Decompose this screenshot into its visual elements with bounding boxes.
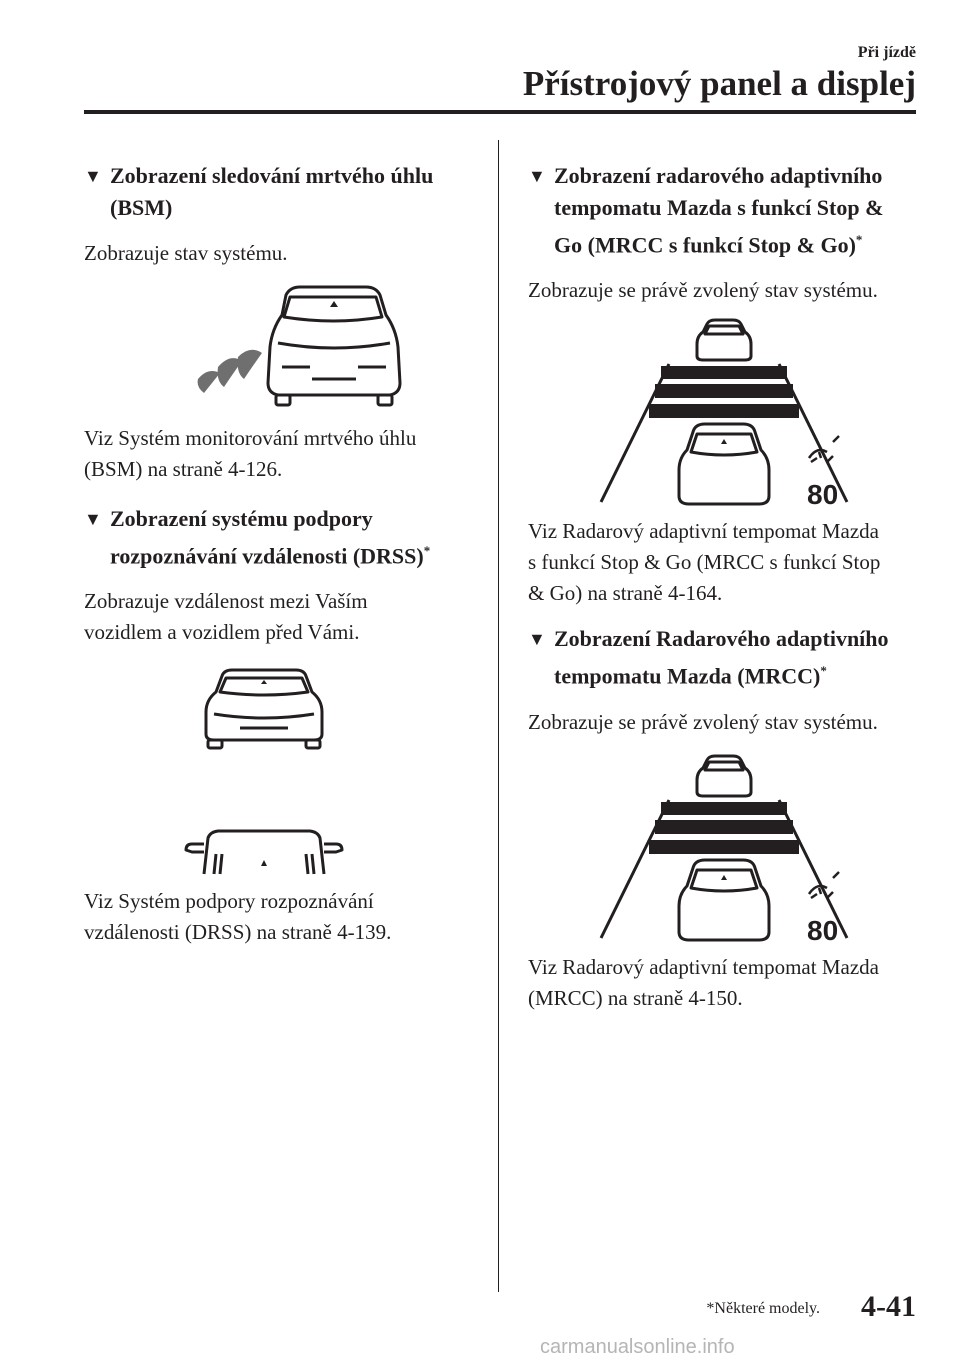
triangle-marker-icon: ▼ [528,166,546,186]
bsm-description: Zobrazuje stav systému. [84,241,288,265]
bsm-reference: Viz Systém monitorování mrtvého úhlu (BSM) na straně 4-126. [84,426,417,481]
column-divider [498,140,499,1292]
mrcc-heading: ▼ Zobrazení Radarového adaptivního tempomatu Mazda (MRCC)* [528,623,928,692]
drss-heading: ▼ Zobrazení systému podpory rozpoznávání vzdálenosti (DRSS)* [84,503,484,572]
lead-car-icon [697,320,751,360]
watermark: carmanualsonline.info [540,1336,735,1358]
distance-bars-icon [649,366,799,418]
set-speed-value: 80 [807,479,839,509]
mrcc-description: Zobrazuje se právě zvolený stav systému. [528,709,878,734]
drss-description: Zobrazuje vzdálenost mezi Vaším vozidlem a vozidlem před Vámi. [84,589,368,645]
set-speed-value: 80 [807,914,839,944]
bsm-illustration [134,283,434,411]
triangle-marker-icon: ▼ [84,166,102,186]
mrcc-illustration [593,754,863,944]
mrcc-stop-go-description: Zobrazuje se právě zvolený stav systému. [528,278,878,303]
mrcc-stop-go-heading: ▼ Zobrazení radarového adaptivního tempomatu Mazda s funkcí Stop & Go (MRCC s funkcí Stop & Go)* [528,160,928,261]
header-divider [84,110,916,114]
own-car-icon [679,424,769,504]
section-label: Při jízdě [857,44,916,61]
triangle-marker-icon: ▼ [528,629,546,650]
mrcc-stop-go-reference: Viz Radarový adaptivní tempomat Mazda s funkcí Stop & Go (MRCC s funkcí Stop & Go) na straně 4-164. [528,519,881,606]
triangle-marker-icon: ▼ [84,509,102,529]
warning-wave-icon [198,350,262,393]
car-rear-window [284,297,382,321]
mrcc-reference: Viz Radarový adaptivní tempomat Mazda (MRCC) na straně 4-150. [528,954,879,1010]
distance-bars-icon [649,802,799,854]
mrcc-stop-go-illustration [593,318,863,508]
lead-car-icon [697,756,751,796]
page-number: 4-41 [861,1290,916,1323]
drss-reference: Viz Systém podpory rozpoznávání vzdálenosti (DRSS) na straně 4-139. [84,889,392,945]
left-column [84,160,484,948]
drss-illustration [164,668,404,878]
right-column [528,160,928,1014]
footnote: *Některé modely. [706,1300,820,1317]
own-car-icon [679,860,769,940]
page-title: Přístrojový panel a displej [522,64,916,103]
own-car-hood-icon [186,831,342,874]
bsm-heading: ▼ Zobrazení sledování mrtvého úhlu (BSM) [84,160,484,224]
